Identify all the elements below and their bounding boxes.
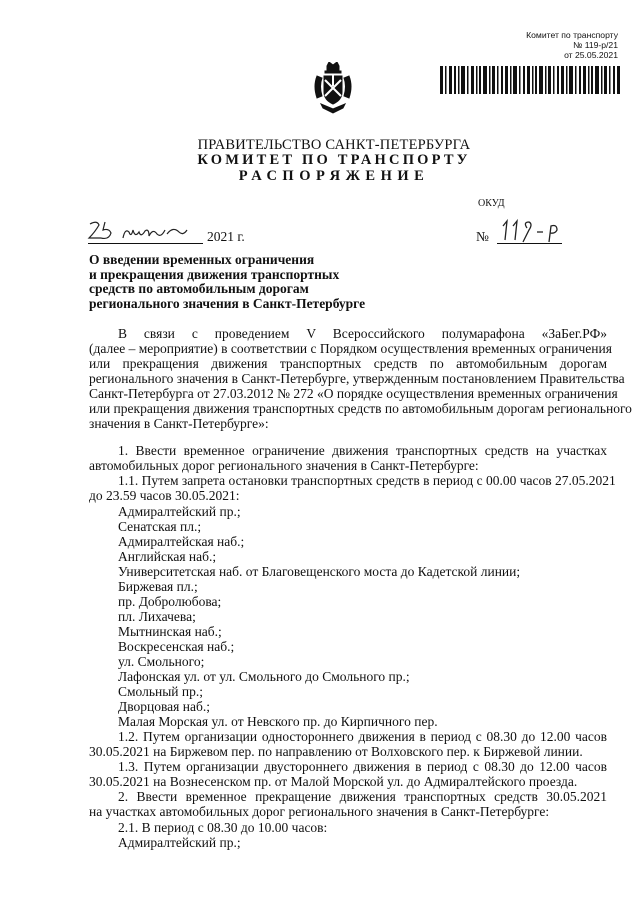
document-type: РАСПОРЯЖЕНИЕ	[238, 168, 430, 184]
street-item: Лафонская ул. от ул. Смольного до Смольного пр.;	[118, 669, 410, 685]
preamble-line: В связи с проведением V Всероссийского полумарафона «ЗаБег.РФ»	[118, 326, 607, 341]
item-2-line: на участках автомобильных дорог регионального значения в Санкт-Петербурге:	[89, 804, 550, 820]
date-year: 2021 г.	[207, 229, 245, 244]
street-item: Сенатская пл.;	[118, 518, 202, 534]
document-title	[89, 253, 365, 312]
preamble-line: Санкт-Петербурга от 27.03.2012 № 272 «О порядке осуществления временных ограничения	[89, 386, 618, 402]
preamble-line: значения в Санкт-Петербурге»:	[89, 416, 269, 432]
item-2-1-line: 2.1. В период с 08.30 до 10.00 часов:	[118, 819, 328, 835]
barcode	[440, 66, 620, 94]
item-1-1-line: до 23.59 часов 30.05.2021:	[89, 488, 240, 504]
street-item: Смольный пр.;	[118, 684, 204, 700]
street-item: Адмиралтейский пр.;	[118, 503, 241, 519]
registration-stamp	[440, 30, 618, 60]
street-item: Воскресенская наб.;	[118, 638, 235, 654]
item-2-line: 2. Ввести временное прекращение движения транспортных средств 30.05.2021	[118, 789, 607, 805]
item-1-3-line: 30.05.2021 на Вознесенском пр. от Малой Морской ул. до Адмиралтейского проезда.	[89, 774, 578, 790]
street-item: Малая Морская ул. от Невского пр. до Кирпичного пер.	[118, 714, 438, 730]
number-sign: №	[476, 229, 489, 244]
item-1-2-line: 30.05.2021 на Биржевом пер. по направлению от Волховского пер. к Биржевой линии.	[89, 744, 583, 760]
street-item: ул. Смольного;	[118, 653, 205, 669]
street-item: Университетская наб. от Благовещенского моста до Кадетской линии;	[118, 563, 521, 579]
item-1-line: автомобильных дорог регионального значения в Санкт-Петербурге:	[89, 458, 479, 474]
preamble-line: или прекращения движения транспортных средств по автомобильным дорогам	[89, 356, 607, 372]
title-line: О введении временных ограничения	[89, 252, 315, 267]
street-item: Английская наб.;	[118, 548, 217, 564]
item-1-1-line: 1.1. Путем запрета остановки транспортных средств в период с 00.00 часов 27.05.2021	[118, 473, 616, 489]
number-underline	[497, 243, 562, 244]
street-item: Мытнинская наб.;	[118, 623, 222, 639]
preamble-line: (далее – мероприятие) в соответствии с Порядком осуществления временных ограничения	[89, 341, 612, 357]
handwritten-number	[497, 218, 565, 244]
street-item: Дворцовая наб.;	[118, 699, 210, 715]
document-body	[89, 326, 632, 850]
item-1-2-line: 1.2. Путем организации одностороннего движения в период с 08.30 до 12.00 часов	[118, 729, 607, 745]
street-item: Биржевая пл.;	[118, 578, 198, 594]
stamp-date: от 25.05.2021	[564, 50, 618, 60]
item-1-line: 1. Ввести временное ограничение движения транспортных средств на участках	[118, 443, 607, 459]
title-line: и прекращения движения транспортных	[89, 266, 340, 282]
government-title: ПРАВИТЕЛЬСТВО САНКТ-ПЕТЕРБУРГА	[197, 137, 471, 153]
preamble-line: регионального значения в Санкт-Петербурге, утвержденным постановлением Правительства	[89, 371, 625, 387]
stamp-number: № 119-р/21	[573, 40, 618, 50]
title-line: регионального значения в Санкт-Петербурге	[89, 296, 366, 312]
handwritten-date	[87, 218, 205, 244]
committee-title: КОМИТЕТ ПО ТРАНСПОРТУ	[197, 152, 471, 168]
coat-of-arms-emblem	[313, 62, 353, 114]
street-item: Адмиралтейская наб.;	[118, 533, 245, 549]
stamp-committee: Комитет по транспорту	[526, 30, 618, 40]
date-underline	[88, 243, 203, 244]
street-item: пл. Лихачева;	[118, 608, 196, 624]
street-item: пр. Добролюбова;	[118, 593, 222, 609]
preamble-line: или прекращения движения транспортных средств по автомобильным дорогам регионального	[89, 401, 632, 417]
item-1-3-line: 1.3. Путем организации двустороннего движения в период с 08.30 до 12.00 часов	[118, 759, 607, 775]
street-item: Адмиралтейский пр.;	[118, 834, 241, 850]
title-line: средств по автомобильным дорогам	[89, 281, 309, 297]
okud-label: ОКУД	[478, 198, 505, 209]
